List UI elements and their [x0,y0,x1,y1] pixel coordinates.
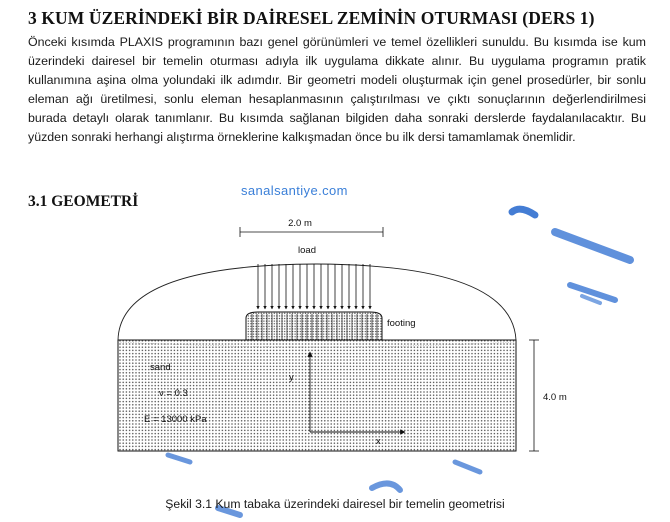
load-arrows [258,264,370,309]
sand-label: sand [150,362,171,373]
width-label: 2.0 m [288,218,312,229]
footing-label: footing [387,318,416,329]
footing-block [246,312,382,340]
subsection-heading: 3.1 GEOMETRİ [28,193,139,210]
x-axis-label: x [376,436,381,447]
modulus-label: E = 13000 kPa [144,414,207,425]
y-axis-label: y [289,372,294,383]
figure-caption: Şekil 3.1 Kum tabaka üzerindeki dairesel bir temelin geometrisi [165,497,505,511]
load-label: load [298,245,316,256]
poisson-label: ν = 0.3 [159,388,188,399]
depth-dimension [529,340,539,451]
watermark-text: sanalsantiye.com [241,183,348,198]
depth-label: 4.0 m [543,392,567,403]
intro-paragraph: Önceki kısımda PLAXIS programının bazı genel görünümleri ve temel özellikleri sunuldu. Bu kısımda ise kum üzerindeki dairesel bir temelin oturması adıyla ilk uygulama dikkate alınır. Bu uygulama programın pratik kullanımına aşina olma yolundaki ilk adımdır. Bir geometri modeli oluşturmak için genel prosedürler, bir sonlu eleman ağı üretilmesi, sonlu eleman hesaplanmasının çalıştırılması ve çıktı sonuçlarının değerlendirilmesi burada detaylı olarak tanımlanır. Bu kısımda sağlanan bilgiden daha sonraki derslerde faydalanılacaktır. Bu yüzden sonraki herhangi alıştırma örneklerine kalkışmadan önce bu ilk dersi tamamlamak önemlidir. [28,35,646,145]
section-heading: 3 KUM ÜZERİNDEKİ BİR DAİRESEL ZEMİNİN OTURMASI (DERS 1) [28,8,595,28]
